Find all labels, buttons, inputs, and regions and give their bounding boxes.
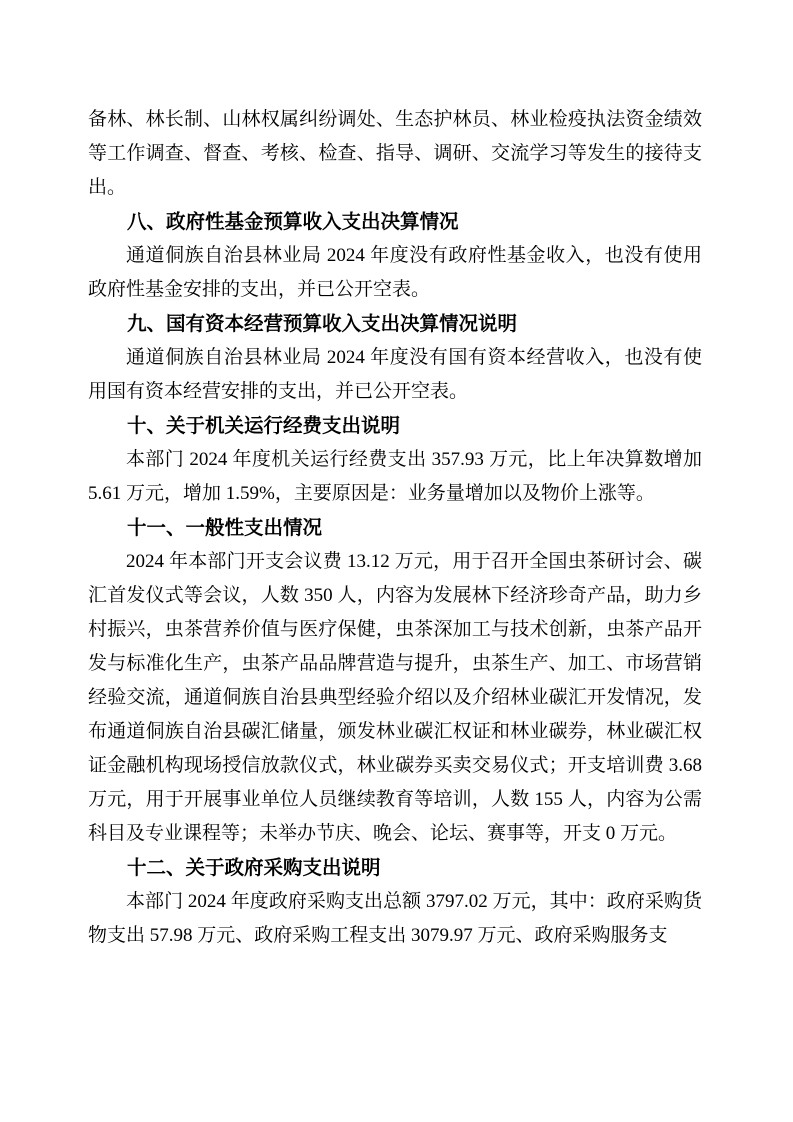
section-heading: 十一、一般性支出情况 [127,517,323,539]
document-body [88,103,702,953]
section-heading: 八、政府性基金预算收入支出决算情况 [127,211,459,233]
body-paragraph: 本部门 2024 年度政府采购支出总额 3797.02 万元，其中：政府采购货物支出 57.98 万元、政府采购工程支出 3079.97 万元、政府采购服务支 [88,891,702,946]
body-paragraph: 通道侗族自治县林业局 2024 年度没有政府性基金收入，也没有使用政府性基金安排的支出，并已公开空表。 [88,245,702,300]
body-paragraph: 通道侗族自治县林业局 2024 年度没有国有资本经营收入，也没有使用国有资本经营安排的支出，并已公开空表。 [88,347,702,402]
body-paragraph: 本部门 2024 年度机关运行经费支出 357.93 万元，比上年决算数增加 5.61 万元，增加 1.59%，主要原因是：业务量增加以及物价上涨等。 [88,449,702,504]
section-heading: 十二、关于政府采购支出说明 [127,857,381,879]
body-paragraph: 2024 年本部门开支会议费 13.12 万元，用于召开全国虫茶研讨会、碳汇首发仪式等会议，人数 350 人，内容为发展林下经济珍奇产品，助力乡村振兴，虫茶营养价值与医疗保健，虫茶深加工与技术创新，虫茶产品开发与标准化生产，虫茶产品品牌营造与提升，虫茶生产、加工、市场营销经验交流，通道侗族自治县典型经验介绍以及介绍林业碳汇开发情况，发布通道侗族自治县碳汇储量，颁发林业碳汇权证和林业碳券，林业碳汇权证金融机构现场授信放款仪式，林业碳券买卖交易仪式；开支培训费 3.68 万元，用于开展事业单位人员继续教育等培训，人数 155 人，内容为公需科目及专业课程等；未举办节庆、晚会、论坛、赛事等，开支 0 万元。 [88,551,702,844]
section-heading: 十、关于机关运行经费支出说明 [127,415,401,437]
section-heading: 九、国有资本经营预算收入支出决算情况说明 [127,313,518,335]
body-paragraph: 备林、林长制、山林权属纠纷调处、生态护林员、林业检疫执法资金绩效等工作调查、督查、考核、检查、指导、调研、交流学习等发生的接待支出。 [88,109,702,198]
